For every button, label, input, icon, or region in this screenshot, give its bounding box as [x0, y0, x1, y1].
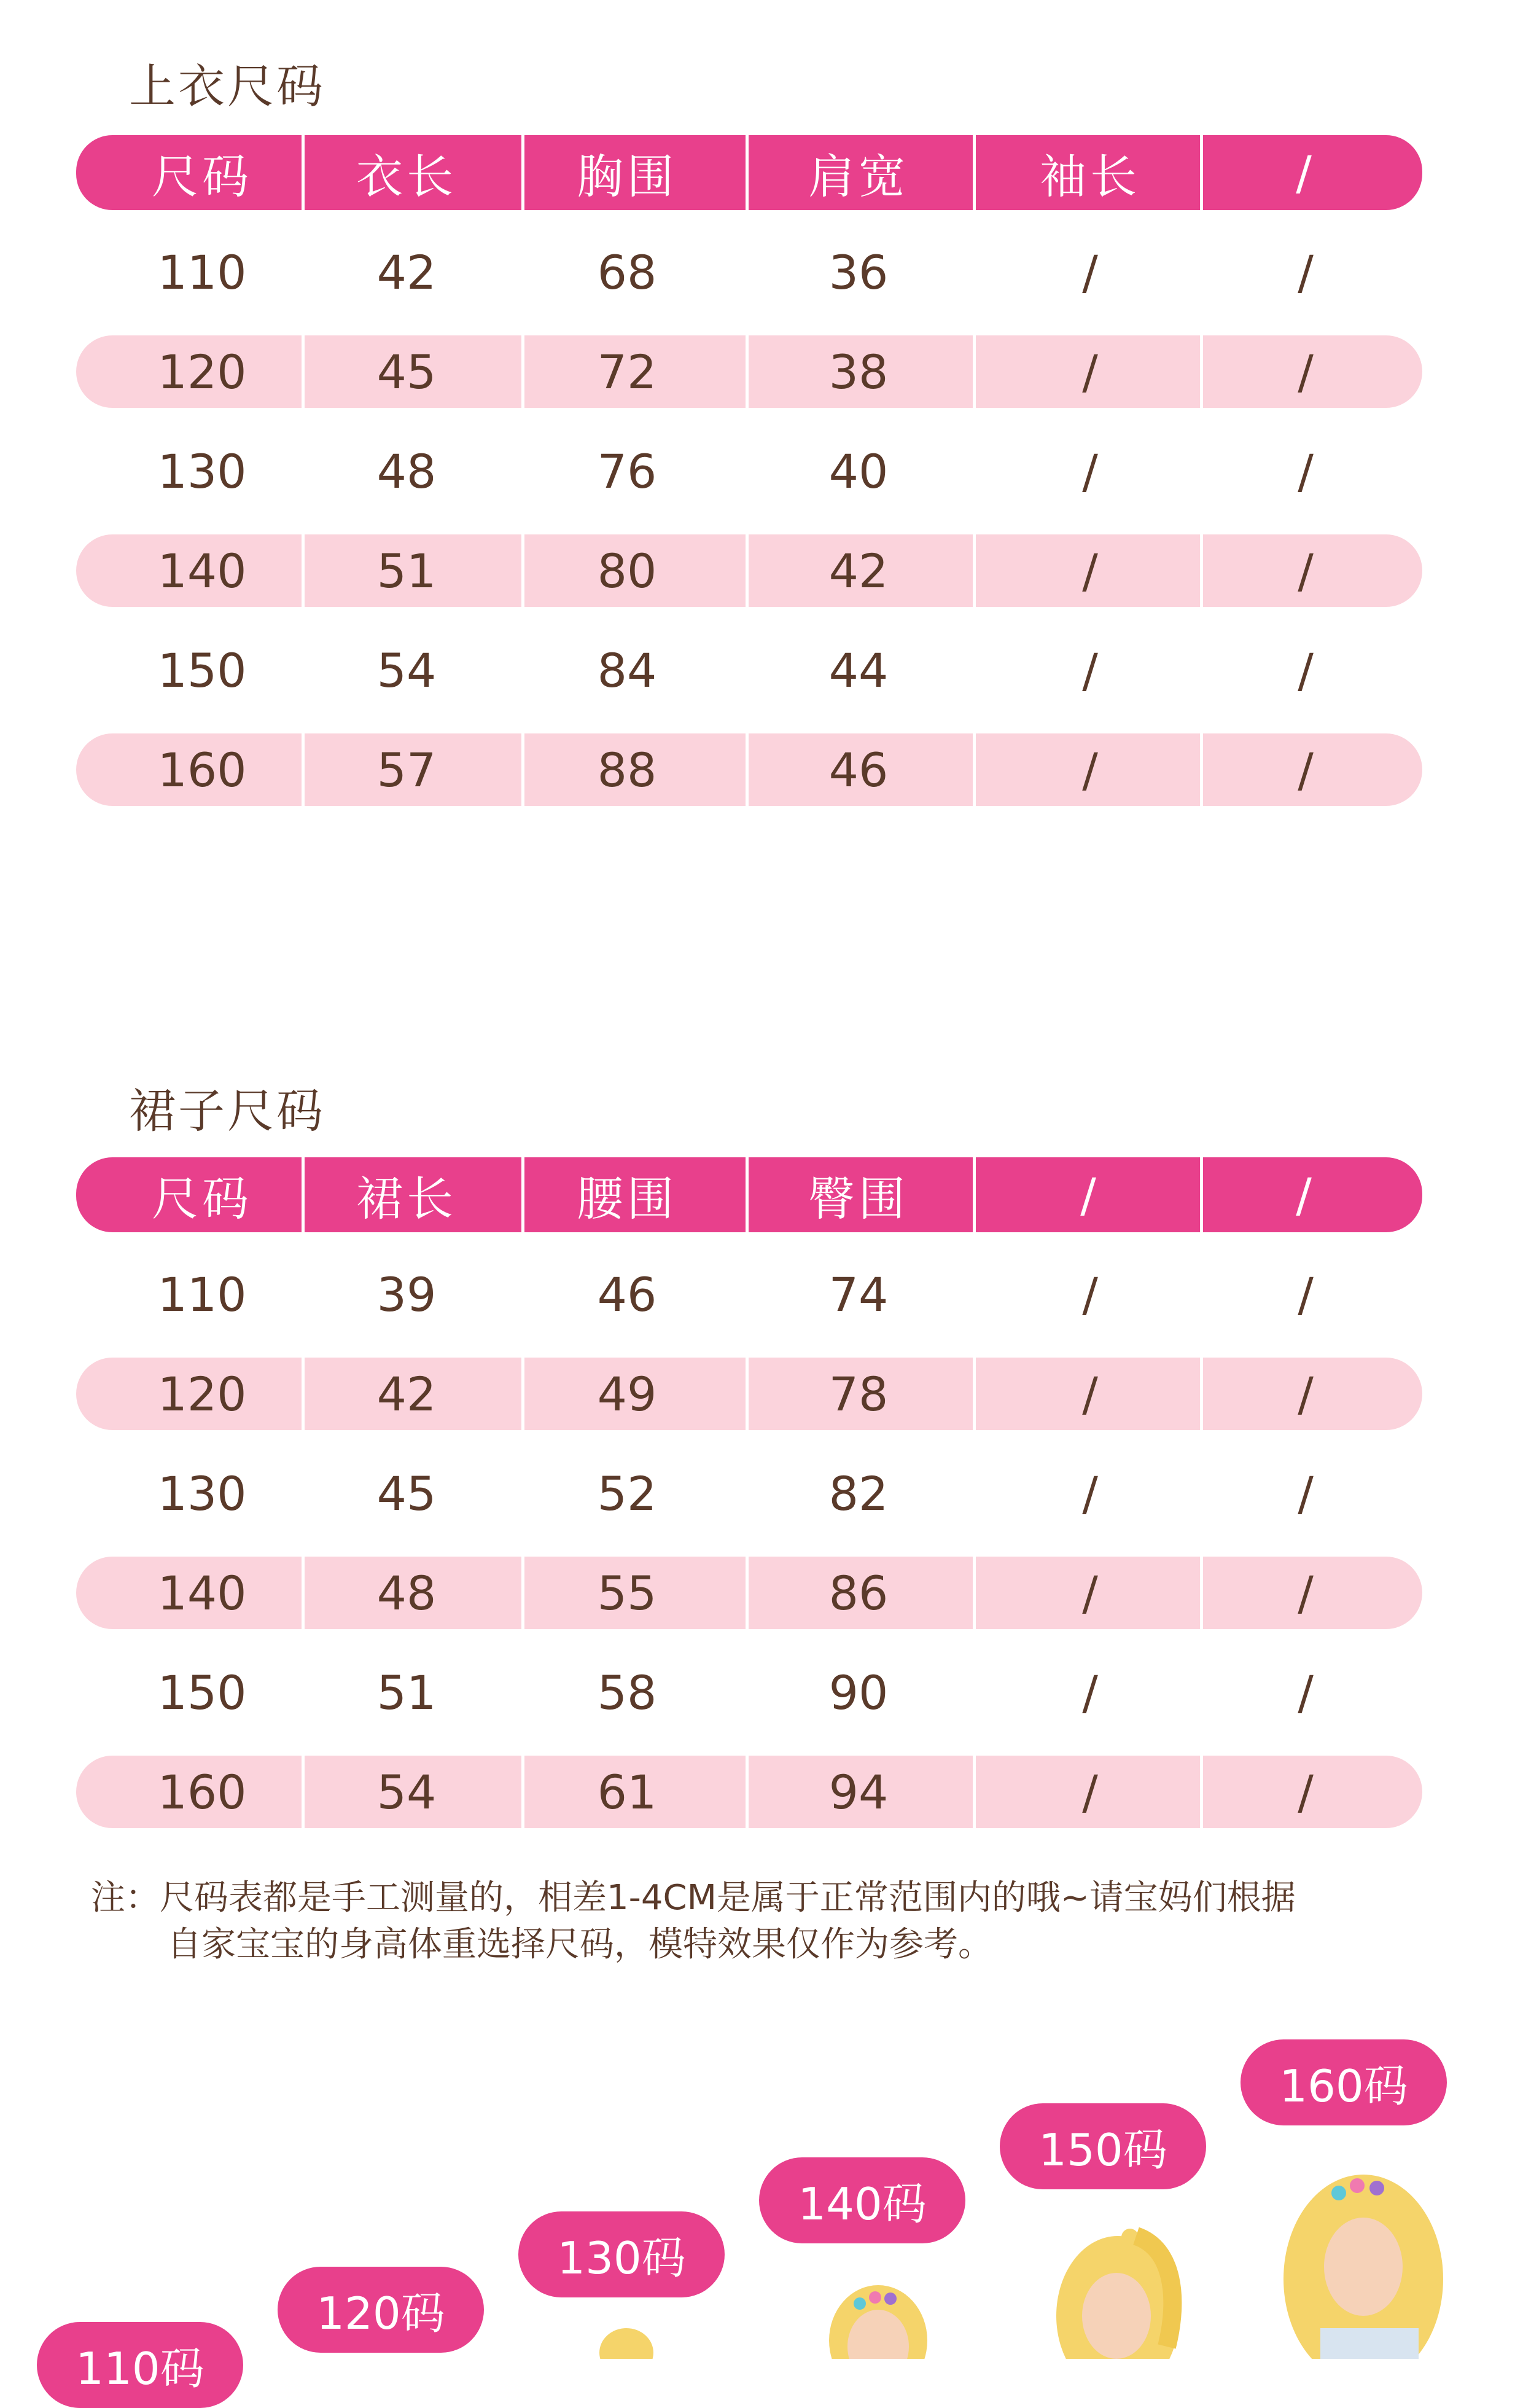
- column-divider: [746, 1557, 749, 1629]
- top-table-cell: 130: [157, 444, 247, 499]
- column-divider: [746, 1157, 749, 1232]
- column-divider: [746, 733, 749, 806]
- column-divider: [1200, 534, 1203, 607]
- size-badge-110: 110码: [37, 2322, 243, 2408]
- top-header-row: [76, 135, 1422, 210]
- column-divider: [746, 335, 749, 408]
- skirt-table-cell: /: [1298, 1267, 1314, 1322]
- size-badge-160: 160码: [1241, 2039, 1447, 2125]
- note-line-2: 自家宝宝的身高体重选择尺码，模特效果仅作为参考。: [167, 1925, 992, 1964]
- skirt-table-cell: 130: [157, 1466, 247, 1521]
- size-note: [91, 1875, 1296, 1968]
- column-divider: [973, 534, 976, 607]
- top-table-cell: 46: [828, 742, 889, 797]
- column-divider: [973, 1756, 976, 1828]
- top-table-cell: 76: [597, 444, 657, 499]
- top-table-cell: /: [1082, 643, 1098, 698]
- column-divider: [521, 135, 524, 210]
- top-table-cell: /: [1298, 344, 1314, 399]
- top-table-cell: /: [1298, 444, 1314, 499]
- top-table-cell: /: [1082, 543, 1098, 598]
- column-divider: [746, 1358, 749, 1430]
- column-divider: [302, 534, 305, 607]
- top-header-cell: 肩宽: [808, 149, 909, 204]
- skirt-table-cell: /: [1298, 1565, 1314, 1620]
- skirt-size-table: [76, 1157, 1422, 1855]
- skirt-header-cell: 尺码: [152, 1171, 252, 1226]
- top-table-cell: 88: [597, 742, 657, 797]
- skirt-header-cell: /: [1296, 1167, 1315, 1222]
- top-table-cell: 140: [157, 543, 247, 598]
- skirt-table-row: [76, 1258, 1422, 1331]
- skirt-table-cell: 52: [597, 1466, 657, 1521]
- skirt-table-cell: 90: [828, 1665, 889, 1720]
- size-badge-140: 140码: [759, 2157, 965, 2243]
- skirt-table-cell: /: [1082, 1565, 1098, 1620]
- skirt-header-cell: 腰围: [577, 1171, 677, 1226]
- top-table-row: [76, 534, 1422, 607]
- column-divider: [521, 1358, 524, 1430]
- top-table-cell: /: [1082, 344, 1098, 399]
- skirt-table-cell: 86: [828, 1565, 889, 1620]
- skirt-header-cell: 臀围: [808, 1171, 909, 1226]
- size-badge-120: 120码: [278, 2267, 484, 2353]
- skirt-table-cell: 150: [157, 1665, 247, 1720]
- skirt-table-cell: 49: [597, 1366, 657, 1421]
- skirt-table-cell: 39: [376, 1267, 437, 1322]
- column-divider: [302, 1756, 305, 1828]
- skirt-table-cell: /: [1298, 1665, 1314, 1720]
- top-table-cell: 48: [376, 444, 437, 499]
- skirt-table-cell: 160: [157, 1764, 247, 1820]
- skirt-table-cell: 48: [376, 1565, 437, 1620]
- top-table-cell: 40: [828, 444, 889, 499]
- top-table-cell: 57: [376, 742, 437, 797]
- skirt-header-cell: 裙长: [356, 1171, 457, 1226]
- skirt-table-cell: /: [1082, 1366, 1098, 1421]
- doll-figure-130: [590, 2310, 663, 2359]
- column-divider: [973, 733, 976, 806]
- skirt-table-cell: 140: [157, 1565, 247, 1620]
- skirt-table-cell: /: [1082, 1665, 1098, 1720]
- top-table-cell: 42: [828, 543, 889, 598]
- skirt-table-cell: 55: [597, 1565, 657, 1620]
- column-divider: [746, 534, 749, 607]
- column-divider: [302, 1358, 305, 1430]
- top-table-cell: 84: [597, 643, 657, 698]
- column-divider: [973, 335, 976, 408]
- skirt-size-title: 裙子尺码: [129, 1084, 325, 1138]
- top-table-cell: 42: [376, 244, 437, 300]
- top-table-cell: 110: [157, 244, 247, 300]
- skirt-table-cell: 110: [157, 1267, 247, 1322]
- skirt-table-row: [76, 1656, 1422, 1729]
- top-table-cell: /: [1082, 742, 1098, 797]
- top-table-row: [76, 733, 1422, 806]
- column-divider: [746, 1756, 749, 1828]
- column-divider: [521, 1157, 524, 1232]
- top-header-cell: 尺码: [152, 149, 252, 204]
- doll-figure-150: [1044, 2224, 1191, 2359]
- size-badge-130: 130码: [518, 2211, 725, 2297]
- skirt-table-row: [76, 1457, 1422, 1530]
- column-divider: [1200, 1557, 1203, 1629]
- skirt-table-cell: 82: [828, 1466, 889, 1521]
- top-table-cell: 120: [157, 344, 247, 399]
- top-table-cell: /: [1298, 742, 1314, 797]
- note-line-1: 注：尺码表都是手工测量的，相差1-4CM是属于正常范围内的哦~请宝妈们根据: [91, 1878, 1296, 1918]
- top-table-cell: 51: [376, 543, 437, 598]
- skirt-table-row: [76, 1358, 1422, 1430]
- top-table-cell: /: [1082, 244, 1098, 300]
- skirt-table-cell: /: [1298, 1466, 1314, 1521]
- column-divider: [302, 1557, 305, 1629]
- skirt-table-cell: 58: [597, 1665, 657, 1720]
- column-divider: [521, 1557, 524, 1629]
- skirt-table-cell: 74: [828, 1267, 889, 1322]
- skirt-table-cell: 45: [376, 1466, 437, 1521]
- top-table-cell: 68: [597, 244, 657, 300]
- skirt-table-cell: /: [1082, 1764, 1098, 1820]
- column-divider: [1200, 1157, 1203, 1232]
- top-table-row: [76, 435, 1422, 507]
- column-divider: [302, 1157, 305, 1232]
- top-table-row: [76, 335, 1422, 408]
- top-size-title: 上衣尺码: [129, 59, 325, 114]
- column-divider: [1200, 1358, 1203, 1430]
- column-divider: [973, 1358, 976, 1430]
- column-divider: [1200, 135, 1203, 210]
- top-table-cell: 45: [376, 344, 437, 399]
- top-table-cell: 54: [376, 643, 437, 698]
- top-table-cell: 72: [597, 344, 657, 399]
- skirt-table-cell: 46: [597, 1267, 657, 1322]
- top-table-cell: /: [1298, 643, 1314, 698]
- skirt-table-cell: 61: [597, 1764, 657, 1820]
- column-divider: [973, 1557, 976, 1629]
- skirt-table-cell: 42: [376, 1366, 437, 1421]
- column-divider: [521, 335, 524, 408]
- top-header-cell: 袖长: [1040, 149, 1140, 204]
- top-table-row: [76, 634, 1422, 706]
- top-header-cell: 胸围: [577, 149, 677, 204]
- skirt-table-cell: 51: [376, 1665, 437, 1720]
- top-header-cell: 衣长: [356, 149, 457, 204]
- top-table-cell: 160: [157, 742, 247, 797]
- doll-figure-140: [817, 2273, 940, 2359]
- skirt-table-cell: /: [1082, 1466, 1098, 1521]
- skirt-table-cell: /: [1082, 1267, 1098, 1322]
- top-table-cell: 80: [597, 543, 657, 598]
- skirt-table-cell: /: [1298, 1366, 1314, 1421]
- column-divider: [302, 733, 305, 806]
- column-divider: [521, 534, 524, 607]
- top-header-cell: /: [1296, 145, 1315, 200]
- skirt-table-row: [76, 1557, 1422, 1629]
- column-divider: [521, 1756, 524, 1828]
- top-table-cell: /: [1298, 244, 1314, 300]
- skirt-table-cell: 54: [376, 1764, 437, 1820]
- size-badge-150: 150码: [1000, 2103, 1206, 2189]
- skirt-table-cell: 120: [157, 1366, 247, 1421]
- skirt-table-cell: 78: [828, 1366, 889, 1421]
- skirt-header-cell: /: [1080, 1167, 1100, 1222]
- top-table-cell: /: [1298, 543, 1314, 598]
- doll-figure-160: [1271, 2156, 1468, 2359]
- top-table-cell: 36: [828, 244, 889, 300]
- column-divider: [302, 135, 305, 210]
- column-divider: [973, 135, 976, 210]
- skirt-table-cell: /: [1298, 1764, 1314, 1820]
- column-divider: [1200, 335, 1203, 408]
- top-table-cell: 38: [828, 344, 889, 399]
- column-divider: [302, 335, 305, 408]
- top-size-table: [76, 135, 1422, 833]
- skirt-table-row: [76, 1756, 1422, 1828]
- top-table-cell: /: [1082, 444, 1098, 499]
- column-divider: [1200, 1756, 1203, 1828]
- column-divider: [746, 135, 749, 210]
- top-table-cell: 44: [828, 643, 889, 698]
- column-divider: [1200, 733, 1203, 806]
- top-table-row: [76, 236, 1422, 308]
- column-divider: [973, 1157, 976, 1232]
- column-divider: [521, 733, 524, 806]
- top-table-cell: 150: [157, 643, 247, 698]
- skirt-header-row: [76, 1157, 1422, 1232]
- skirt-table-cell: 94: [828, 1764, 889, 1820]
